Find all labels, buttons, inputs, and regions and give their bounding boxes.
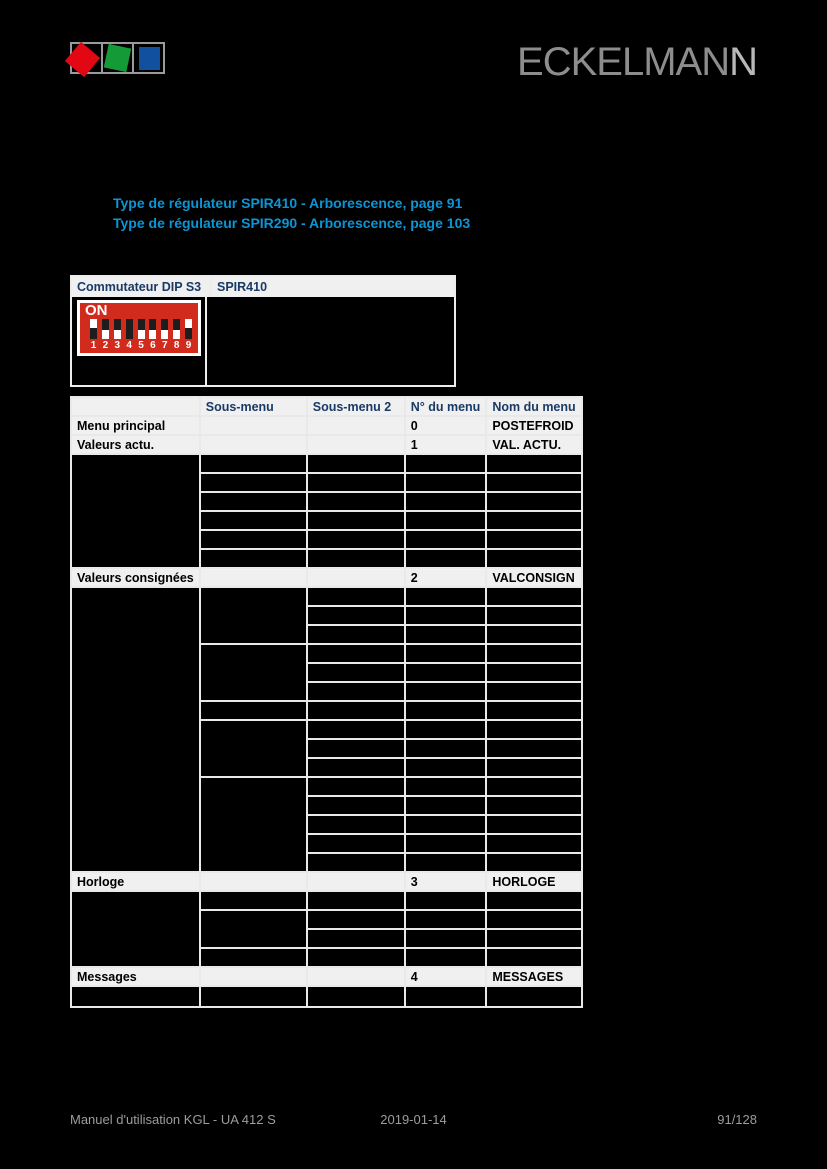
cell	[405, 492, 487, 511]
cell	[486, 454, 581, 473]
cell	[405, 834, 487, 853]
footer-page-number: 91/128	[717, 1112, 757, 1127]
dip-switch-6	[147, 319, 158, 351]
cell	[200, 777, 307, 872]
menu-name-cell: VALCONSIGN	[486, 568, 581, 587]
cell	[307, 530, 405, 549]
cell	[486, 739, 581, 758]
cell	[486, 834, 581, 853]
menu-no-cell: 0	[405, 416, 487, 435]
dip-switch-cap-down	[161, 330, 168, 339]
cell	[307, 796, 405, 815]
dip-switch-row	[88, 319, 194, 351]
dip-switch-5	[136, 319, 147, 351]
dip-switch-2	[100, 319, 111, 351]
cell	[200, 872, 307, 891]
cell	[307, 492, 405, 511]
row-valeurs-consignees	[71, 568, 582, 587]
cell	[486, 606, 581, 625]
cell	[405, 986, 487, 1007]
cell	[200, 511, 307, 530]
cell	[486, 663, 581, 682]
table-row	[71, 891, 582, 910]
cell	[486, 758, 581, 777]
cell	[486, 891, 581, 910]
cell	[200, 720, 307, 777]
dip-switch-cap-down	[102, 330, 109, 339]
cell	[307, 891, 405, 910]
menu-tree-table	[70, 396, 583, 1008]
cell	[405, 644, 487, 663]
label-cell: Valeurs actu.	[71, 435, 200, 454]
cell	[307, 986, 405, 1007]
cell	[307, 473, 405, 492]
cell	[486, 530, 581, 549]
eckelmann-logo	[70, 42, 165, 74]
cell	[307, 663, 405, 682]
cell	[307, 416, 405, 435]
dip-switch-number: 2	[102, 340, 109, 351]
dip-switch-cap-down	[114, 330, 121, 339]
cell	[200, 891, 307, 910]
logo-red-square	[65, 42, 100, 77]
cell	[405, 682, 487, 701]
label-cell: Messages	[71, 967, 200, 986]
table-row	[71, 454, 582, 473]
row-messages	[71, 967, 582, 986]
menu-header-row	[71, 397, 582, 416]
cell	[405, 606, 487, 625]
cell	[200, 644, 307, 701]
dip-switch-3	[112, 319, 123, 351]
footer-date: 2019-01-14	[380, 1112, 447, 1127]
cell	[200, 910, 307, 948]
dip-spir410-content-cell	[207, 297, 454, 385]
menu-no-cell: 4	[405, 967, 487, 986]
cell	[307, 815, 405, 834]
cell	[405, 948, 487, 967]
dip-switch-cell	[72, 297, 207, 385]
dip-switch-number: 6	[150, 340, 156, 351]
cross-reference-links	[113, 193, 470, 233]
dip-switch-slot	[138, 319, 145, 339]
cell	[200, 492, 307, 511]
cell	[486, 625, 581, 644]
row-horloge	[71, 872, 582, 891]
dip-switch-slot	[90, 319, 97, 339]
cell	[307, 910, 405, 929]
cell	[71, 986, 200, 1007]
logo-green-square	[104, 44, 131, 72]
cell	[307, 549, 405, 568]
label-cell: Menu principal	[71, 416, 200, 435]
cell	[405, 454, 487, 473]
label-cell: Horloge	[71, 872, 200, 891]
dip-on-label: ON	[85, 302, 108, 319]
cell	[307, 967, 405, 986]
dip-table-body-row	[72, 297, 454, 385]
cell	[405, 701, 487, 720]
dip-switch-image	[77, 300, 201, 356]
dip-table-header-spir410: SPIR410	[212, 277, 454, 297]
cell	[307, 511, 405, 530]
cell	[486, 701, 581, 720]
menu-name-cell: MESSAGES	[486, 967, 581, 986]
cell	[200, 454, 307, 473]
cell	[307, 758, 405, 777]
dip-switch-slot	[114, 319, 121, 339]
dip-switch-number: 5	[138, 340, 144, 351]
cell	[405, 549, 487, 568]
dip-table-header-row	[72, 277, 454, 297]
cell	[486, 492, 581, 511]
dip-table-header-commutateur: Commutateur DIP S3	[72, 277, 212, 297]
cell	[405, 853, 487, 872]
menu-name-cell: VAL. ACTU.	[486, 435, 581, 454]
cell	[486, 948, 581, 967]
dip-switch-number: 3	[114, 340, 121, 351]
label-cell: Valeurs consignées	[71, 568, 200, 587]
cell	[486, 853, 581, 872]
dip-switch-slot	[185, 319, 192, 339]
dip-switch-cap-down	[173, 330, 180, 339]
cell	[486, 720, 581, 739]
logo-box-green	[101, 42, 134, 74]
cell	[307, 454, 405, 473]
cell	[405, 891, 487, 910]
row-menu-principal	[71, 416, 582, 435]
cell	[405, 625, 487, 644]
dip-switch-4	[124, 319, 135, 351]
cell	[307, 606, 405, 625]
dip-switch-number: 4	[126, 340, 132, 351]
dip-switch-number: 8	[173, 340, 180, 351]
cell	[200, 568, 307, 587]
footer-doc-title: Manuel d'utilisation KGL - UA 412 S	[70, 1112, 276, 1127]
cell	[307, 948, 405, 967]
col-header-numero-du-menu: N° du menu	[405, 397, 487, 416]
cell	[486, 986, 581, 1007]
cell	[200, 967, 307, 986]
cell	[307, 701, 405, 720]
page-footer	[70, 1110, 757, 1130]
cell	[200, 549, 307, 568]
cell	[405, 910, 487, 929]
menu-no-cell: 1	[405, 435, 487, 454]
cell	[405, 587, 487, 606]
cell	[307, 568, 405, 587]
dip-switch-8	[171, 319, 182, 351]
cell	[486, 644, 581, 663]
cell	[405, 758, 487, 777]
logo-box-blue	[132, 42, 165, 74]
dip-switch-9	[183, 319, 194, 351]
dip-switch-7	[159, 319, 170, 351]
cell	[200, 416, 307, 435]
cell	[71, 891, 200, 967]
cell	[307, 853, 405, 872]
cell	[486, 796, 581, 815]
cell	[200, 948, 307, 967]
dip-switch-number: 9	[185, 340, 192, 351]
cell	[307, 625, 405, 644]
dip-switch-cap-down	[138, 330, 145, 339]
cell	[200, 986, 307, 1007]
cell	[200, 701, 307, 720]
cell	[486, 777, 581, 796]
col-header-sous-menu: Sous-menu	[200, 397, 307, 416]
brand-text: ECKELMAN	[517, 40, 730, 84]
col-header-nom-du-menu: Nom du menu	[486, 397, 581, 416]
dip-switch-slot	[126, 319, 133, 339]
cell	[486, 929, 581, 948]
cell	[307, 720, 405, 739]
cell	[486, 910, 581, 929]
cell	[307, 682, 405, 701]
menu-no-cell: 2	[405, 568, 487, 587]
cell	[405, 815, 487, 834]
cell	[200, 473, 307, 492]
cell	[405, 777, 487, 796]
cell	[307, 929, 405, 948]
dip-switch-number: 7	[161, 340, 168, 351]
dip-switch-cap-down	[149, 330, 156, 339]
table-row	[71, 986, 582, 1007]
cell	[486, 511, 581, 530]
cell	[486, 549, 581, 568]
brand-wordmark	[517, 42, 757, 82]
cell	[486, 682, 581, 701]
menu-name-cell: POSTEFROID	[486, 416, 581, 435]
cell	[71, 587, 200, 872]
cell	[486, 587, 581, 606]
row-valeurs-actu	[71, 435, 582, 454]
link-spir290-arborescence[interactable]: Type de régulateur SPIR290 - Arborescence, page 103	[113, 215, 471, 231]
cell	[405, 720, 487, 739]
dip-switch-cap-up	[185, 319, 192, 328]
menu-name-cell: HORLOGE	[486, 872, 581, 891]
link-spir410-arborescence[interactable]: Type de régulateur SPIR410 - Arborescence, page 91	[113, 195, 463, 211]
dip-switch-slot	[161, 319, 168, 339]
cell	[405, 663, 487, 682]
cell	[405, 473, 487, 492]
cell	[307, 834, 405, 853]
cell	[307, 587, 405, 606]
cell	[307, 435, 405, 454]
menu-no-cell: 3	[405, 872, 487, 891]
cell	[200, 587, 307, 644]
cell	[307, 644, 405, 663]
logo-blue-square	[139, 47, 160, 70]
cell	[307, 777, 405, 796]
cell	[405, 796, 487, 815]
cell	[307, 872, 405, 891]
cell	[307, 739, 405, 758]
dip-switch-number: 1	[90, 340, 97, 351]
table-row	[71, 587, 582, 606]
cell	[200, 530, 307, 549]
cell	[486, 473, 581, 492]
dip-switch-slot	[149, 319, 156, 339]
cell	[405, 739, 487, 758]
dip-switch-cap-up	[90, 319, 97, 328]
cell	[405, 511, 487, 530]
brand-text-last-n: N	[729, 40, 757, 84]
dip-switch-slot	[102, 319, 109, 339]
logo-box-red	[70, 42, 103, 74]
cell	[486, 815, 581, 834]
cell	[200, 435, 307, 454]
col-header-empty	[71, 397, 200, 416]
col-header-sous-menu-2: Sous-menu 2	[307, 397, 405, 416]
cell	[71, 454, 200, 568]
cell	[405, 929, 487, 948]
dip-switch-table	[70, 275, 456, 387]
cell	[405, 530, 487, 549]
dip-switch-slot	[173, 319, 180, 339]
dip-switch-1	[88, 319, 99, 351]
